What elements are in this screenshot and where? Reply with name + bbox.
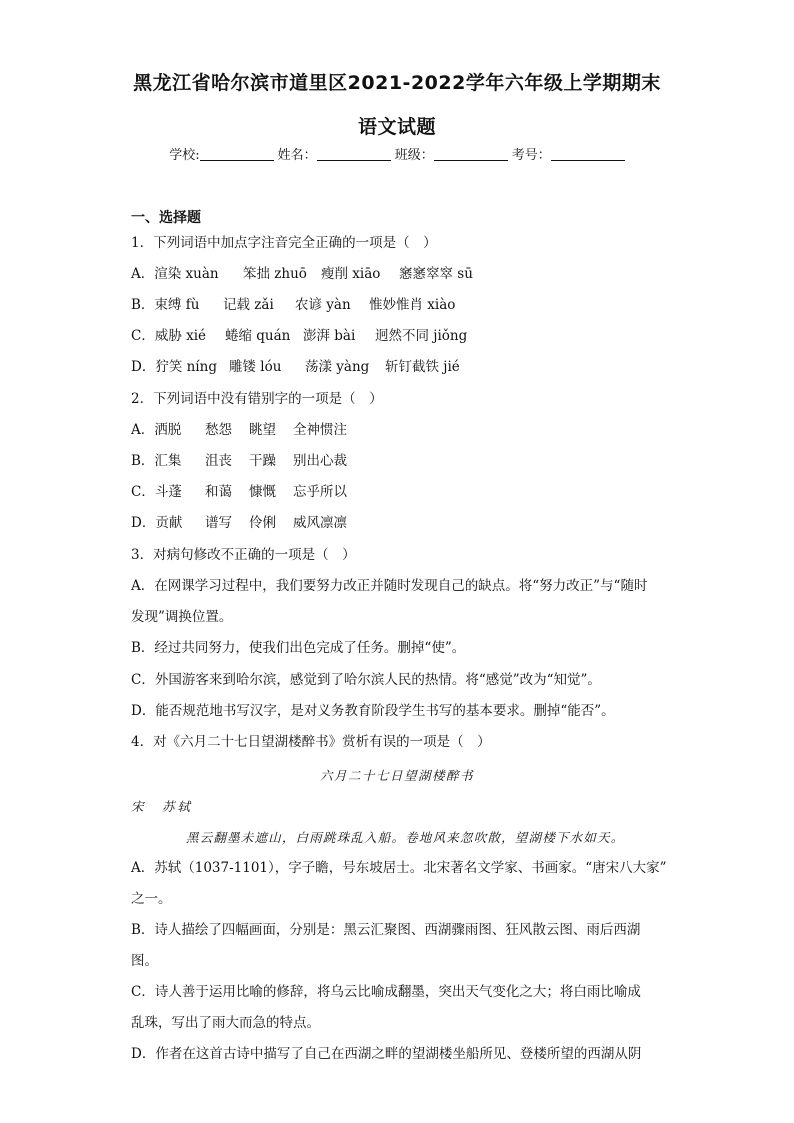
q2-a-word1: A．洒脱 bbox=[131, 422, 182, 438]
name-label: 姓名： bbox=[277, 148, 317, 163]
q2-option-b bbox=[131, 451, 347, 471]
q2-d-word4: 威风凛凛 bbox=[293, 515, 347, 531]
q1-d-word1: D．狞笑 níng bbox=[131, 359, 217, 375]
q2-a-word3: 眺望 bbox=[249, 422, 276, 438]
school-label: 学校: bbox=[169, 148, 200, 163]
q1-b-word3: 农谚 yàn bbox=[295, 297, 351, 313]
poem-author: 宋 苏轼 bbox=[131, 799, 194, 814]
poem-body: 黑云翻墨未遮山，白雨跳珠乱入船。卷地风来忽吹散，望湖楼下水如天。 bbox=[186, 830, 625, 845]
q2-d-word1: D．贡献 bbox=[131, 515, 183, 531]
q4-option-a-line1: A．苏轼（1037-1101），字子瞻，号东坡居士。北宋著名文学家、书画家。“唐宋八大家” bbox=[131, 860, 667, 876]
q2-c-word3: 慷慨 bbox=[249, 484, 276, 500]
q1-c-word1: C．威胁 xié bbox=[131, 328, 207, 344]
q2-c-word2: 和蔼 bbox=[205, 484, 232, 500]
q2-b-word2: 沮丧 bbox=[205, 453, 232, 469]
exam-no-blank bbox=[551, 148, 625, 161]
q1-d-word4: 斩钉截铁 jié bbox=[385, 359, 460, 375]
q4-option-c-line1: C．诗人善于运用比喻的修辞，将乌云比喻成翻墨，突出天气变化之大；将白雨比喻成 bbox=[131, 984, 641, 1000]
q1-c-word3: 澎湃 bài bbox=[303, 328, 356, 344]
exam-no-label: 考号： bbox=[511, 148, 551, 163]
q3-stem: 3．对病句修改不正确的一项是（ ） bbox=[131, 547, 356, 563]
q3-option-a-line2: 发现”调换位置。 bbox=[131, 609, 233, 625]
q2-b-word3: 干躁 bbox=[249, 453, 276, 469]
q4-option-b-line1: B．诗人描绘了四幅画面，分别是：黑云汇聚图、西湖骤雨图、狂风散云图、雨后西湖 bbox=[131, 922, 641, 938]
q1-option-d bbox=[131, 357, 460, 377]
class-blank bbox=[434, 148, 508, 161]
q2-stem: 2．下列词语中没有错别字的一项是（ ） bbox=[131, 391, 383, 407]
q4-option-c-line2: 乱珠，写出了雨大而急的特点。 bbox=[131, 1015, 320, 1031]
exam-title-line2: 语文试题 bbox=[357, 116, 436, 138]
q1-option-c bbox=[131, 326, 467, 346]
q1-b-word2: 记载 zǎi bbox=[223, 297, 274, 313]
q1-stem: 1．下列词语中加点字注音完全正确的一项是（ ） bbox=[131, 235, 437, 251]
q2-b-word4: 别出心裁 bbox=[293, 453, 347, 469]
q4-stem: 4．对《六月二十七日望湖楼醉书》赏析有误的一项是（ ） bbox=[131, 734, 491, 750]
name-blank bbox=[317, 148, 391, 161]
q1-b-word4: 惟妙惟肖 xiào bbox=[369, 297, 456, 313]
q4-option-d-line1: D．作者在这首古诗中描写了自己在西湖之畔的望湖楼坐船所见、登楼所望的西湖从阴 bbox=[131, 1046, 642, 1062]
exam-title-line1: 黑龙江省哈尔滨市道里区2021-2022学年六年级上学期期末 bbox=[133, 72, 661, 94]
q2-d-word2: 谱写 bbox=[205, 515, 232, 531]
q2-a-word2: 愁怨 bbox=[205, 422, 232, 438]
q2-b-word1: B．汇集 bbox=[131, 453, 182, 469]
q1-a-word4: 窸窸窣窣 sū bbox=[399, 266, 473, 282]
q2-option-a bbox=[131, 420, 347, 440]
q1-d-word2: 雕镂 lóu bbox=[229, 359, 282, 375]
q3-option-a-line1: A．在网课学习过程中，我们要努力改正并随时发现自己的缺点。将“努力改正”与“随时 bbox=[131, 578, 648, 594]
q3-option-c: C．外国游客来到哈尔滨，感觉到了哈尔滨人民的热情。将“感觉”改为“知觉”。 bbox=[131, 672, 601, 688]
class-label: 班级： bbox=[394, 148, 434, 163]
q1-a-word2: 笨拙 zhuō bbox=[243, 266, 307, 282]
poem-title: 六月二十七日望湖楼醉书 bbox=[319, 768, 474, 783]
q1-c-word4: 迥然不同 jiǒng bbox=[375, 328, 468, 344]
student-info-line bbox=[0, 144, 794, 163]
q3-option-b: B．经过共同努力，使我们出色完成了任务。删掉“使”。 bbox=[131, 640, 466, 656]
q1-option-b bbox=[131, 295, 455, 315]
q1-b-word1: B．束缚 fù bbox=[131, 297, 200, 313]
q2-c-word1: C．斗蓬 bbox=[131, 484, 182, 500]
section-heading: 一、选择题 bbox=[131, 210, 201, 226]
q1-d-word3: 荡漾 yàng bbox=[305, 359, 370, 375]
q1-c-word2: 蜷缩 quán bbox=[225, 328, 291, 344]
q1-a-word1: A．渲染 xuàn bbox=[131, 266, 219, 282]
q1-a-word3: 瘦削 xiāo bbox=[321, 266, 381, 282]
q3-option-d: D．能否规范地书写汉字，是对义务教育阶段学生书写的基本要求。删掉“能否”。 bbox=[131, 703, 615, 719]
q2-c-word4: 忘乎所以 bbox=[293, 484, 347, 500]
q4-option-a-line2: 之一。 bbox=[131, 891, 172, 907]
q2-option-c bbox=[131, 482, 347, 502]
school-blank bbox=[200, 148, 274, 161]
q2-option-d bbox=[131, 513, 347, 533]
q2-a-word4: 全神惯注 bbox=[293, 422, 347, 438]
q4-option-b-line2: 图。 bbox=[131, 953, 158, 969]
q2-d-word3: 伶俐 bbox=[249, 515, 276, 531]
q1-option-a bbox=[131, 264, 473, 284]
